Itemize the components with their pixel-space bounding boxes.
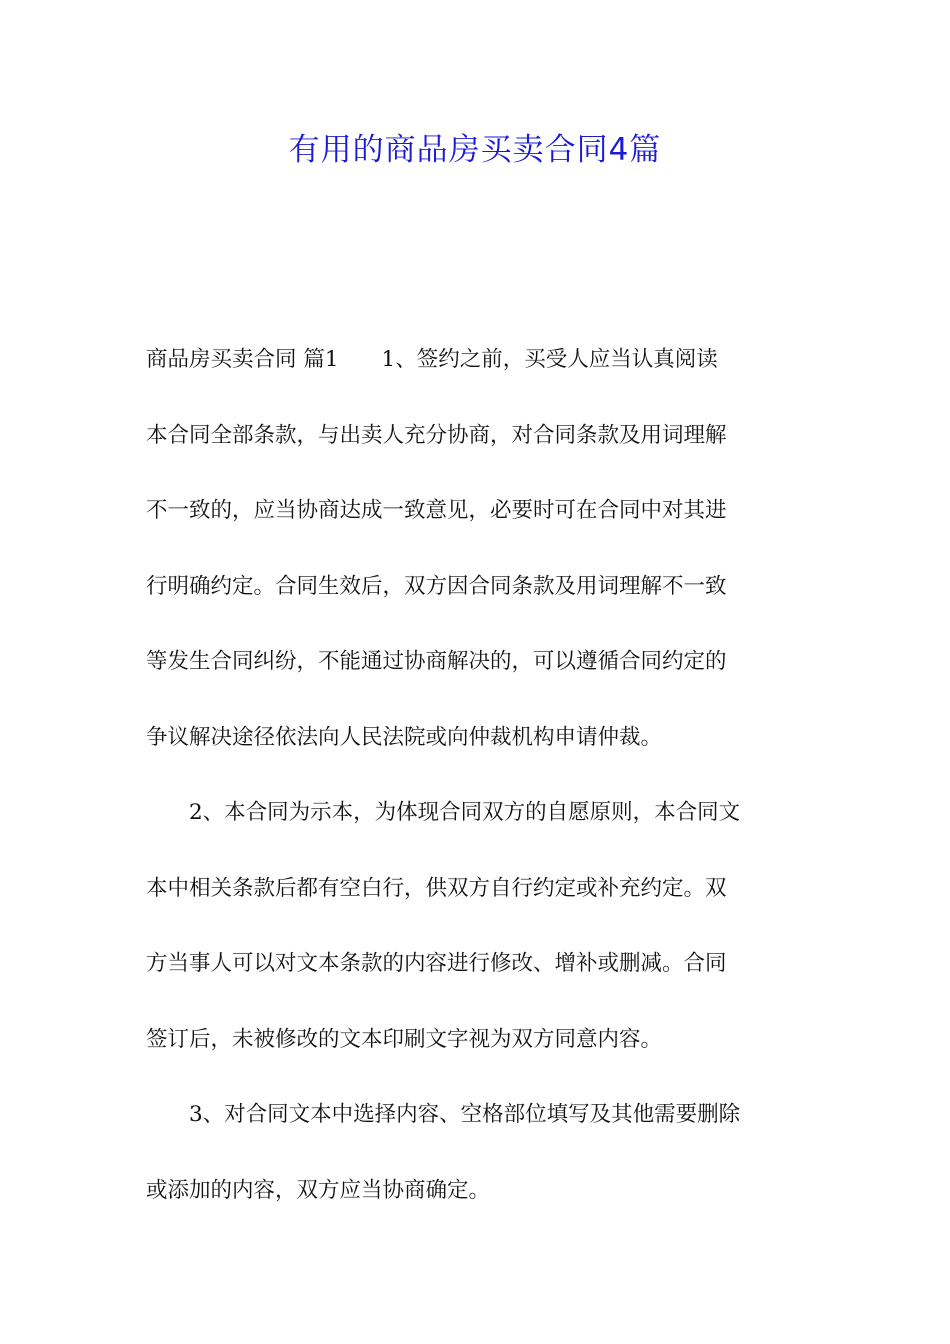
document-body	[146, 338, 811, 1244]
paragraph-line: 争议解决途径依法向人民法院或向仲裁机构申请仲裁。	[146, 724, 663, 750]
paragraph-line: 或添加的内容，双方应当协商确定。	[146, 1177, 491, 1203]
paragraph-line: 方当事人可以对文本条款的内容进行修改、增补或删减。合同	[146, 951, 727, 976]
paragraph-line: 行明确约定。合同生效后，双方因合同条款及用词理解不一致	[146, 573, 727, 599]
paragraph-line: 等发生合同纠纷，不能通过协商解决的，可以遵循合同约定的	[146, 649, 727, 674]
paragraph-line: 3、对合同文本中选择内容、空格部位填写及其他需要删除	[189, 1102, 741, 1127]
paragraph-line: 本中相关条款后都有空白行，供双方自行约定或补充约定。双	[146, 875, 727, 901]
paragraph-line: 本合同全部条款，与出卖人充分协商，对合同条款及用词理解	[146, 422, 727, 448]
document-title: 有用的商品房买卖合同4篇	[288, 132, 662, 168]
paragraph-line: 签订后，未被修改的文本印刷文字视为双方同意内容。	[146, 1026, 663, 1052]
paragraph-line: 不一致的，应当协商达成一致意见，必要时可在合同中对其进	[146, 498, 727, 523]
paragraph-line: 2、本合同为示本，为体现合同双方的自愿原则，本合同文	[189, 800, 741, 825]
paragraph-line: 商品房买卖合同 篇1 1、签约之前，买受人应当认真阅读	[146, 347, 718, 372]
